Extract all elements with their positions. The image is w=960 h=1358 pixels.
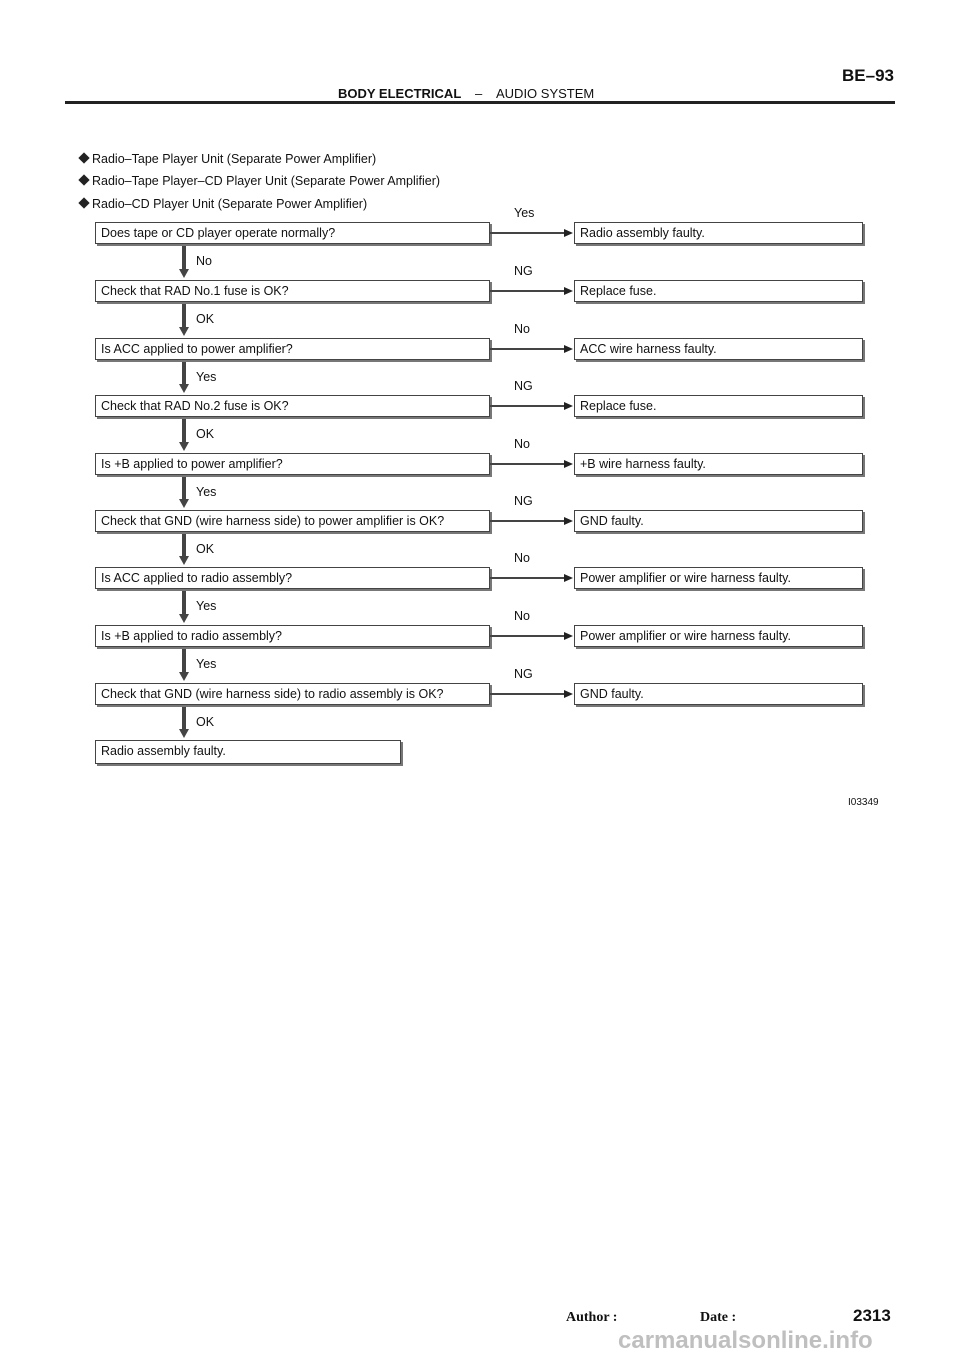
arrow-right-icon bbox=[564, 229, 573, 237]
branch-label: NG bbox=[514, 494, 533, 508]
author-label: Author : bbox=[566, 1310, 618, 1325]
check-box: Is ACC applied to radio assembly? bbox=[95, 567, 490, 589]
arrow-right-icon bbox=[564, 460, 573, 468]
down-connector bbox=[182, 649, 186, 673]
header-rule bbox=[65, 101, 895, 104]
result-box: Radio assembly faulty. bbox=[574, 222, 863, 244]
down-connector bbox=[182, 362, 186, 385]
next-label: No bbox=[196, 254, 212, 268]
result-box: GND faulty. bbox=[574, 510, 863, 532]
branch-line bbox=[490, 290, 564, 292]
applicability-item: Radio–CD Player Unit (Separate Power Amplifier) bbox=[78, 197, 367, 211]
next-label: Yes bbox=[196, 370, 217, 384]
watermark: carmanualsonline.info bbox=[618, 1327, 873, 1354]
page-code: BE–93 bbox=[842, 66, 894, 85]
next-label: Yes bbox=[196, 599, 217, 613]
arrow-down-icon bbox=[179, 614, 189, 623]
result-box: GND faulty. bbox=[574, 683, 863, 705]
check-box: Is +B applied to radio assembly? bbox=[95, 625, 490, 647]
date-label: Date : bbox=[700, 1310, 737, 1325]
branch-label: NG bbox=[514, 667, 533, 681]
next-label: OK bbox=[196, 542, 215, 556]
next-label: OK bbox=[196, 715, 215, 729]
branch-line bbox=[490, 232, 564, 234]
next-label: Yes bbox=[196, 657, 217, 671]
down-connector bbox=[182, 477, 186, 500]
branch-line bbox=[490, 577, 564, 579]
down-connector bbox=[182, 304, 186, 328]
branch-label: No bbox=[514, 437, 530, 451]
subsection-title: AUDIO SYSTEM bbox=[496, 86, 595, 101]
arrow-down-icon bbox=[179, 499, 189, 508]
arrow-down-icon bbox=[179, 442, 189, 451]
result-box: Replace fuse. bbox=[574, 280, 863, 302]
branch-line bbox=[490, 405, 564, 407]
final-result-box: Radio assembly faulty. bbox=[95, 740, 401, 764]
branch-line bbox=[490, 520, 564, 522]
branch-line bbox=[490, 635, 564, 637]
arrow-right-icon bbox=[564, 574, 573, 582]
check-box: Is +B applied to power amplifier? bbox=[95, 453, 490, 475]
section-title: BODY ELECTRICAL bbox=[338, 86, 462, 101]
diamond-bullet-icon bbox=[78, 197, 89, 208]
arrow-down-icon bbox=[179, 556, 189, 565]
check-box: Does tape or CD player operate normally? bbox=[95, 222, 490, 244]
branch-label: No bbox=[514, 322, 530, 336]
down-connector bbox=[182, 419, 186, 443]
applicability-item: Radio–Tape Player–CD Player Unit (Separate Power Amplifier) bbox=[78, 174, 440, 188]
branch-line bbox=[490, 463, 564, 465]
figure-id: I03349 bbox=[848, 797, 879, 808]
result-box: Power amplifier or wire harness faulty. bbox=[574, 567, 863, 589]
down-connector bbox=[182, 707, 186, 730]
check-box: Check that GND (wire harness side) to power amplifier is OK? bbox=[95, 510, 490, 532]
down-connector bbox=[182, 246, 186, 270]
applicability-item: Radio–Tape Player Unit (Separate Power Amplifier) bbox=[78, 152, 376, 166]
branch-label: Yes bbox=[514, 206, 535, 220]
check-box: Check that RAD No.1 fuse is OK? bbox=[95, 280, 490, 302]
arrow-right-icon bbox=[564, 632, 573, 640]
down-connector bbox=[182, 534, 186, 557]
diamond-bullet-icon bbox=[78, 174, 89, 185]
arrow-right-icon bbox=[564, 287, 573, 295]
result-box: +B wire harness faulty. bbox=[574, 453, 863, 475]
check-box: Check that RAD No.2 fuse is OK? bbox=[95, 395, 490, 417]
branch-line bbox=[490, 693, 564, 695]
check-box: Check that GND (wire harness side) to radio assembly is OK? bbox=[95, 683, 490, 705]
arrow-down-icon bbox=[179, 384, 189, 393]
diamond-bullet-icon bbox=[78, 152, 89, 163]
next-label: OK bbox=[196, 427, 215, 441]
arrow-right-icon bbox=[564, 690, 573, 698]
arrow-right-icon bbox=[564, 402, 573, 410]
result-box: Replace fuse. bbox=[574, 395, 863, 417]
next-label: OK bbox=[196, 312, 215, 326]
arrow-down-icon bbox=[179, 729, 189, 738]
arrow-right-icon bbox=[564, 345, 573, 353]
arrow-down-icon bbox=[179, 672, 189, 681]
branch-label: No bbox=[514, 551, 530, 565]
next-label: Yes bbox=[196, 485, 217, 499]
down-connector bbox=[182, 591, 186, 615]
result-box: Power amplifier or wire harness faulty. bbox=[574, 625, 863, 647]
arrow-down-icon bbox=[179, 327, 189, 336]
check-box: Is ACC applied to power amplifier? bbox=[95, 338, 490, 360]
branch-label: NG bbox=[514, 264, 533, 278]
page-number: 2313 bbox=[853, 1306, 891, 1325]
arrow-right-icon bbox=[564, 517, 573, 525]
branch-line bbox=[490, 348, 564, 350]
result-box: ACC wire harness faulty. bbox=[574, 338, 863, 360]
header-dash: – bbox=[475, 86, 483, 101]
branch-label: NG bbox=[514, 379, 533, 393]
branch-label: No bbox=[514, 609, 530, 623]
arrow-down-icon bbox=[179, 269, 189, 278]
